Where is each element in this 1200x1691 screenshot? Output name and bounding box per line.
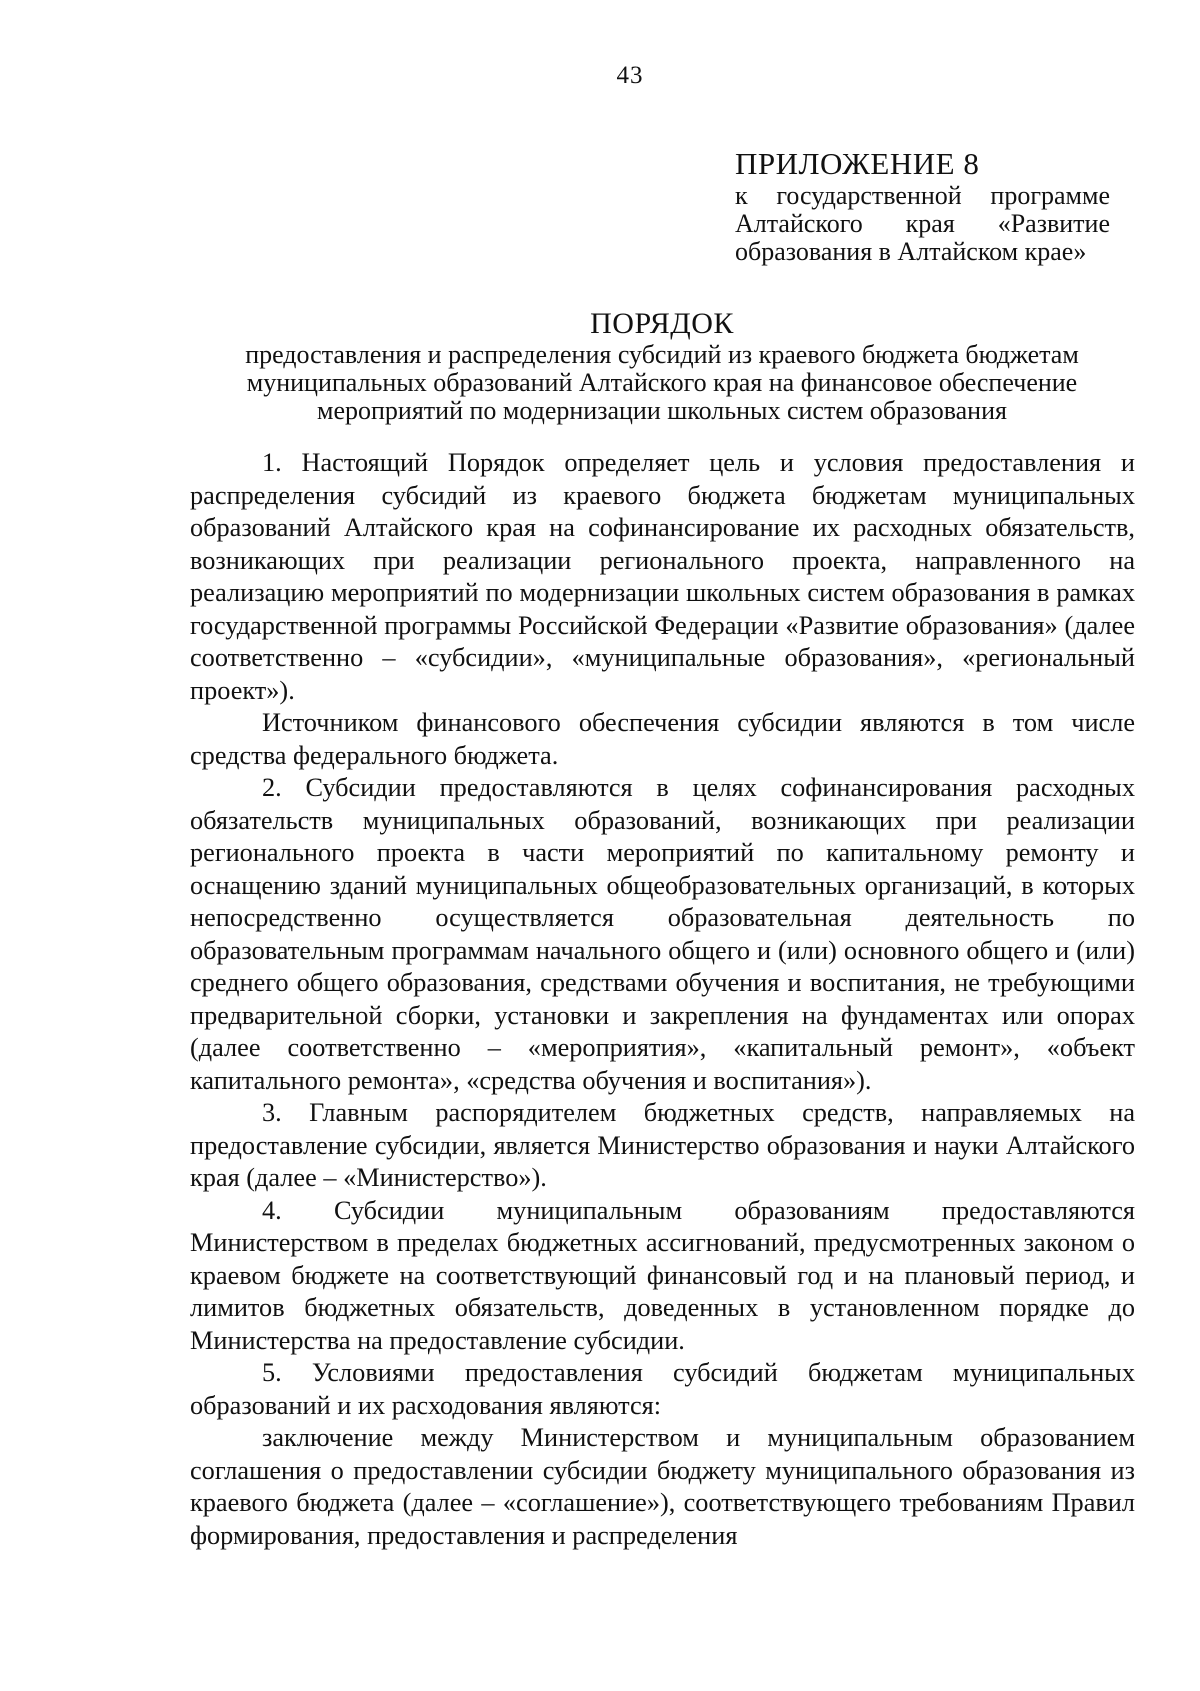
paragraph-funding-source: Источником финансового обеспечения субсидии являются в том числе средства федерального бюджета.: [190, 708, 1135, 770]
appendix-line: образования в Алтайском крае»: [735, 237, 1087, 266]
appendix-line: Алтайского края «Развитие: [735, 209, 1110, 238]
heading-subtitle-line: предоставления и распределения субсидий из краевого бюджета бюджетам: [245, 340, 1079, 369]
heading-title: ПОРЯДОК: [590, 307, 734, 340]
appendix-block: [735, 146, 1110, 266]
paragraph-2: 2. Субсидии предоставляются в целях софинансирования расходных обязательств муниципальных образований, возникающих при реализации регионального проекта в части мероприятий по капитальному ремонту и оснащению зданий муниципальных общеобразовательных организаций, в которых непосредственно осуществляется образовательная деятельность по образовательным программам начального общего и (или) основного общего и (или) среднего общего образования, средствами обучения и воспитания, не требующими предварительной сборки, установки и закрепления на фундаментах или опорах (далее соответственно – «мероприятия», «капитальный ремонт», «объект капитального ремонта», «средства обучения и воспитания»).: [190, 773, 1135, 1095]
document-heading: [192, 307, 1132, 425]
paragraph-3: 3. Главным распорядителем бюджетных средств, направляемых на предоставление субсидии, является Министерство образования и науки Алтайского края (далее – «Министерство»).: [190, 1098, 1135, 1192]
appendix-title: ПРИЛОЖЕНИЕ 8: [735, 146, 980, 181]
document-body: [190, 447, 1135, 1552]
heading-subtitle-line: мероприятий по модернизации школьных систем образования: [317, 396, 1007, 425]
paragraph-4: 4. Субсидии муниципальным образованиям предоставляются Министерством в пределах бюджетных ассигнований, предусмотренных законом о краевом бюджете на соответствующий финансовый год и на плановый период, и лимитов бюджетных обязательств, доведенных в установленном порядке до Министерства на предоставление субсидии.: [190, 1195, 1135, 1355]
paragraph-5: 5. Условиями предоставления субсидий бюджетам муниципальных образований и их расходования являются:: [190, 1358, 1135, 1420]
page-number: 43: [616, 62, 644, 89]
heading-subtitle-line: муниципальных образований Алтайского края на финансовое обеспечение: [246, 368, 1078, 397]
appendix-line: к государственной программе: [735, 181, 1110, 210]
paragraph-1: 1. Настоящий Порядок определяет цель и условия предоставления и распределения субсидий из краевого бюджета бюджетам муниципальных образований Алтайского края на софинансирование их расходных обязательств, возникающих при реализации регионального проекта, направленного на реализацию мероприятий по модернизации школьных систем образования в рамках государственной программы Российской Федерации «Развитие образования» (далее соответственно – «субсидии», «муниципальные образования», «региональный проект»).: [190, 448, 1135, 705]
paragraph-agreement: заключение между Министерством и муниципальным образованием соглашения о предоставлении субсидии бюджету муниципального образования из краевого бюджета (далее – «соглашение»), соответствующего требованиям Правил формирования, предоставления и распределения: [190, 1423, 1135, 1550]
